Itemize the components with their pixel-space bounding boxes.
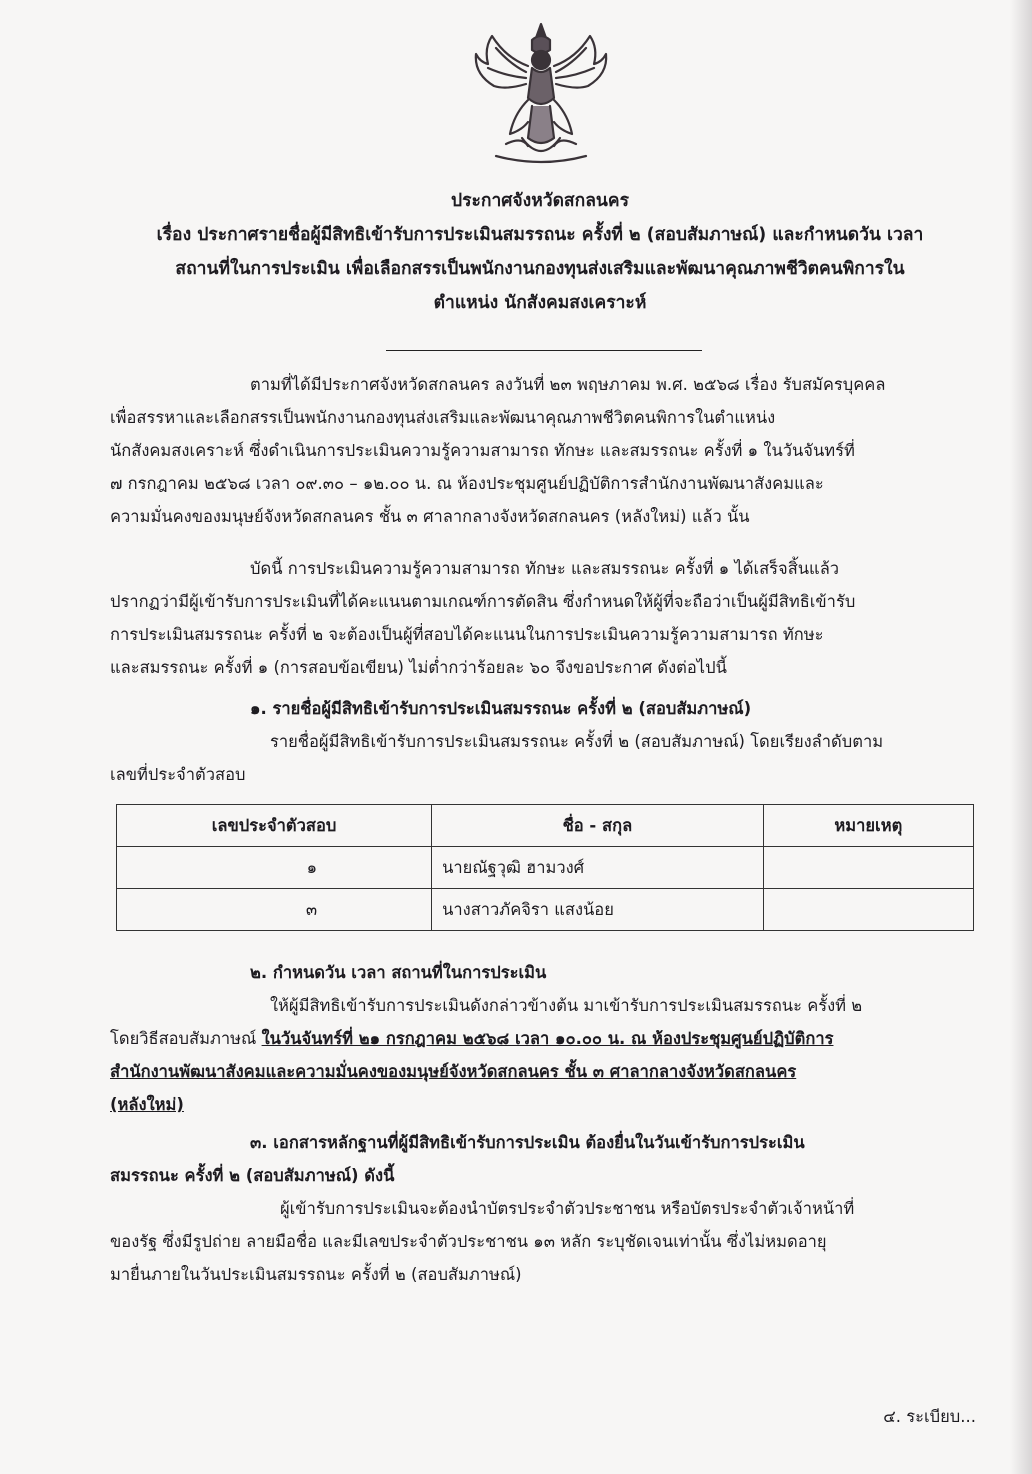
text-line: และสมรรถนะ ครั้งที่ ๑ (การสอบข้อเขียน) ไม่ต่ำกว่าร้อยละ ๖๐ จึงขอประกาศ ดังต่อไปนี้ <box>110 658 727 677</box>
text-line: รายชื่อผู้มีสิทธิเข้ารับการประเมินสมรรถนะ ครั้งที่ ๒ (สอบสัมภาษณ์) โดยเรียงลำดับตาม <box>270 732 884 751</box>
text-line: การประเมินสมรรถนะ ครั้งที่ ๒ จะต้องเป็นผู้ที่สอบได้คะแนนในการประเมินความรู้ความสามารถ ทักษะ <box>110 625 824 644</box>
text-line: ๗ กรกฎาคม ๒๕๖๘ เวลา ๐๙.๓๐ – ๑๒.๐๐ น. ณ ห้องประชุมศูนย์ปฏิบัติการสำนักงานพัฒนาสังคมและ <box>110 474 824 493</box>
section-3 <box>110 1126 978 1291</box>
table-row <box>117 847 974 889</box>
garuda-emblem-icon <box>466 18 616 168</box>
text-line: บัดนี้ การประเมินความรู้ความสามารถ ทักษะ และสมรรถนะ ครั้งที่ ๑ ได้เสร็จสิ้นแล้ว <box>250 559 840 578</box>
text-line <box>110 1088 978 1121</box>
section-heading: สมรรถนะ ครั้งที่ ๒ (สอบสัมภาษณ์) ดังนี้ <box>110 1166 395 1185</box>
announcement-title <box>100 184 980 320</box>
text-line: ให้ผู้มีสิทธิเข้ารับการประเมินดังกล่าวข้างต้น มาเข้ารับการประเมินสมรรถนะ ครั้งที่ ๒ <box>270 996 863 1015</box>
title-divider <box>386 350 702 351</box>
venue-emphasis: (หลังใหม่) <box>110 1095 184 1114</box>
cell-remark <box>763 847 973 889</box>
cell-full-name: นางสาวภัคจิรา แสงน้อย <box>432 889 764 931</box>
text-line: นักสังคมสงเคราะห์ ซึ่งดำเนินการประเมินความรู้ความสามารถ ทักษะ และสมรรถนะ ครั้งที่ ๑ ในวันจันทร์ที่ <box>110 441 855 460</box>
text-run: โดยวิธีสอบสัมภาษณ์ <box>110 1029 262 1048</box>
cell-exam-id: ๑ <box>117 847 432 889</box>
section-2 <box>110 956 978 1121</box>
text-line: ตามที่ได้มีประกาศจังหวัดสกลนคร ลงวันที่ ๒๓ พฤษภาคม พ.ศ. ๒๕๖๘ เรื่อง รับสมัครบุคคล <box>250 375 886 394</box>
cell-full-name: นายณัฐวุฒิ ฮามวงศ์ <box>432 847 764 889</box>
intro-paragraph <box>110 368 978 533</box>
table-header-row <box>117 805 974 847</box>
title-line: สถานที่ในการประเมิน เพื่อเลือกสรรเป็นพนักงานกองทุนส่งเสริมและพัฒนาคุณภาพชีวิตคนพิการใน <box>175 259 905 279</box>
section-heading: ๑. รายชื่อผู้มีสิทธิเข้ารับการประเมินสมรรถนะ ครั้งที่ ๒ (สอบสัมภาษณ์) <box>250 699 752 718</box>
header-remark: หมายเหตุ <box>763 805 973 847</box>
header-full-name: ชื่อ - สกุล <box>432 805 764 847</box>
title-line: ตำแหน่ง นักสังคมสงเคราะห์ <box>433 293 647 313</box>
section-heading: ๓. เอกสารหลักฐานที่ผู้มีสิทธิเข้ารับการประเมิน ต้องยื่นในวันเข้ารับการประเมิน <box>250 1133 805 1152</box>
cell-exam-id: ๓ <box>117 889 432 931</box>
text-line: ของรัฐ ซึ่งมีรูปถ่าย ลายมือชื่อ และมีเลขประจำตัวประชาชน ๑๓ หลัก ระบุชัดเจนเท่านั้น ซึ่งไม่หมดอายุ <box>110 1232 827 1251</box>
header-exam-id: เลขประจำตัวสอบ <box>117 805 432 847</box>
table-row <box>117 889 974 931</box>
results-paragraph <box>110 552 978 684</box>
text-line: ผู้เข้ารับการประเมินจะต้องนำบัตรประจำตัวประชาชน หรือบัตรประจำตัวเจ้าหน้าที่ <box>280 1199 855 1218</box>
title-line: เรื่อง ประกาศรายชื่อผู้มีสิทธิเข้ารับการประเมินสมรรถนะ ครั้งที่ ๒ (สอบสัมภาษณ์) และกำหนดวัน เวลา <box>156 225 924 245</box>
section-1 <box>110 692 978 791</box>
candidate-table <box>116 804 974 931</box>
schedule-emphasis: ในวันจันทร์ที่ ๒๑ กรกฎาคม ๒๕๖๘ เวลา ๑๐.๐๐ น. ณ ห้องประชุมศูนย์ปฏิบัติการ <box>261 1029 834 1048</box>
title-line: ประกาศจังหวัดสกลนคร <box>450 191 630 211</box>
cell-remark <box>763 889 973 931</box>
text-line: มายื่นภายในวันประเมินสมรรถนะ ครั้งที่ ๒ (สอบสัมภาษณ์) <box>110 1265 522 1284</box>
text-line <box>110 1022 978 1055</box>
text-line: เลขที่ประจำตัวสอบ <box>110 765 246 784</box>
text-line: ปรากฏว่ามีผู้เข้ารับการประเมินที่ได้คะแนนตามเกณฑ์การตัดสิน ซึ่งกำหนดให้ผู้ที่จะถือว่าเป็นผู้มีสิทธิเข้ารับ <box>110 592 856 611</box>
section-heading: ๒. กำหนดวัน เวลา สถานที่ในการประเมิน <box>250 963 547 982</box>
text-line: ความมั่นคงของมนุษย์จังหวัดสกลนคร ชั้น ๓ ศาลากลางจังหวัดสกลนคร (หลังใหม่) แล้ว นั้น <box>110 507 750 526</box>
venue-emphasis: สำนักงานพัฒนาสังคมและความมั่นคงของมนุษย์จังหวัดสกลนคร ชั้น ๓ ศาลากลางจังหวัดสกลนคร <box>110 1062 797 1081</box>
continuation-note: ๔. ระเบียบ... <box>883 1407 976 1426</box>
text-line: เพื่อสรรหาและเลือกสรรเป็นพนักงานกองทุนส่งเสริมและพัฒนาคุณภาพชีวิตคนพิการในตำแหน่ง <box>110 408 776 427</box>
